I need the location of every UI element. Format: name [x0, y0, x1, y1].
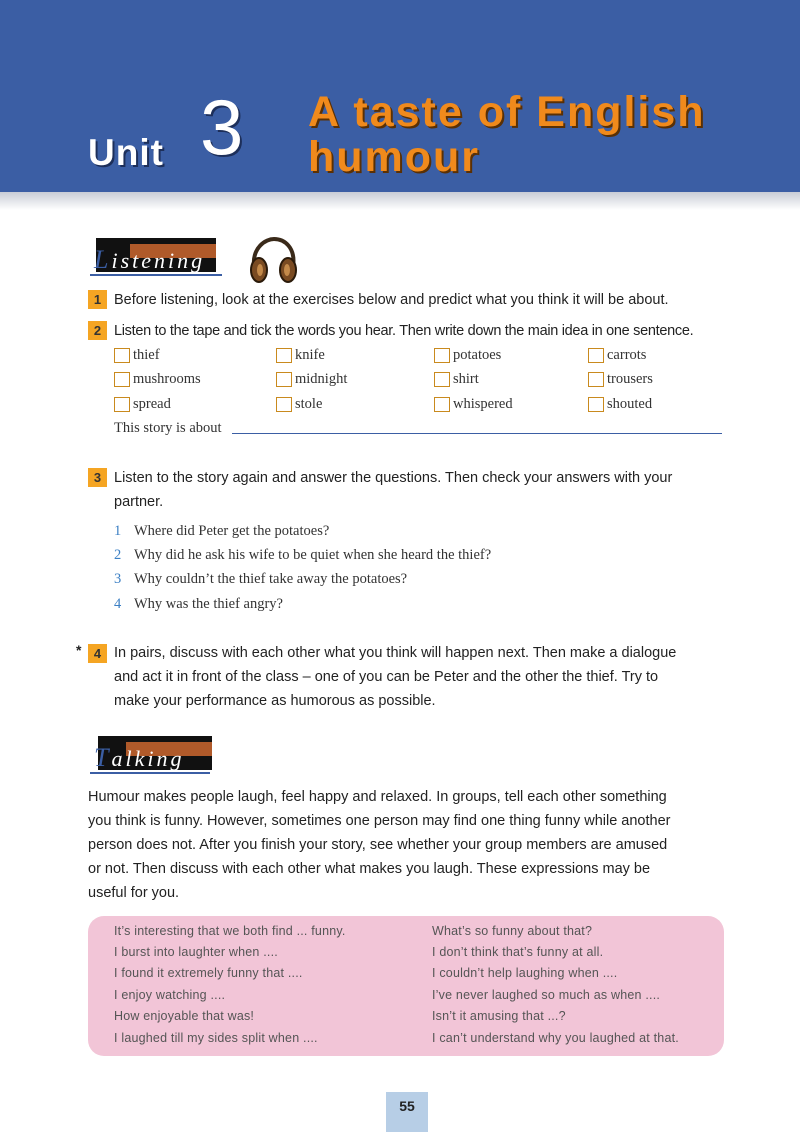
expression-right-1: What’s so funny about that? — [432, 924, 593, 938]
checkbox-potatoes[interactable] — [434, 348, 450, 363]
heading-initial: T — [94, 743, 112, 772]
checkbox-shouted[interactable] — [588, 397, 604, 412]
question-1 — [114, 523, 329, 540]
question-4 — [114, 596, 283, 613]
question-4-number: 4 — [114, 596, 122, 612]
word-mushrooms: mushrooms — [133, 371, 201, 387]
exercise-2-number: 2 — [88, 321, 107, 340]
exercise-4-text-line-3: make your performance as humorous as possible. — [114, 693, 436, 709]
optional-star: * — [76, 642, 82, 658]
word-whispered: whispered — [453, 396, 513, 412]
unit-title — [308, 90, 706, 180]
unit-label: Unit — [88, 132, 164, 173]
exercise-2-text: Listen to the tape and tick the words you hear. Then write down the main idea in one sentence. — [114, 323, 694, 339]
word-midnight: midnight — [295, 371, 348, 387]
exercise-4-text-line-1: In pairs, discuss with each other what you think will happen next. Then make a dialogue — [114, 645, 677, 661]
exercise-3-number: 3 — [88, 468, 107, 487]
checkbox-stole[interactable] — [276, 397, 292, 412]
word-knife: knife — [295, 347, 325, 363]
story-answer-line[interactable] — [232, 433, 722, 434]
word-shirt: shirt — [453, 371, 479, 387]
unit-title-line-2: humour — [308, 133, 481, 181]
expression-right-6: I can’t understand why you laughed at that. — [432, 1031, 679, 1045]
exercise-4-text-line-2: and act it in front of the class – one of you can be Peter and the other the thief. Try to — [114, 669, 659, 685]
unit-title-line-1: A taste of English — [308, 88, 706, 136]
exercise-4-number: 4 — [88, 644, 107, 663]
exercise-3-text-line-1: Listen to the story again and answer the questions. Then check your answers with your — [114, 470, 673, 486]
heading-initial: L — [94, 245, 112, 274]
word-thief: thief — [133, 347, 160, 363]
talking-heading — [90, 736, 230, 772]
checkbox-midnight[interactable] — [276, 372, 292, 387]
heading-rest: istening — [111, 248, 206, 273]
word-potatoes: potatoes — [453, 347, 502, 363]
question-3 — [114, 571, 407, 588]
expression-left-3: I found it extremely funny that .... — [114, 966, 303, 980]
page-number: 55 — [386, 1092, 428, 1132]
checkbox-spread[interactable] — [114, 397, 130, 412]
talking-paragraph-line-5: useful for you. — [88, 885, 180, 901]
talking-paragraph-line-1: Humour makes people laugh, feel happy and relaxed. In groups, tell each other something — [88, 789, 667, 805]
word-stole: stole — [295, 396, 323, 412]
word-shouted: shouted — [607, 396, 653, 412]
expression-right-2: I don’t think that’s funny at all. — [432, 945, 604, 959]
checkbox-mushrooms[interactable] — [114, 372, 130, 387]
question-4-text: Why was the thief angry? — [134, 596, 283, 612]
expression-left-1: It’s interesting that we both find ... funny. — [114, 924, 346, 938]
exercise-1-text: Before listening, look at the exercises below and predict what you think it will be about. — [114, 292, 669, 308]
word-trousers: trousers — [607, 371, 653, 387]
exercise-3-text-line-2: partner. — [114, 494, 164, 510]
heading-rest: alking — [111, 746, 185, 771]
expression-left-5: How enjoyable that was! — [114, 1009, 255, 1023]
listening-underline — [90, 274, 222, 276]
checkbox-whispered[interactable] — [434, 397, 450, 412]
checkbox-carrots[interactable] — [588, 348, 604, 363]
expression-left-4: I enjoy watching .... — [114, 988, 226, 1002]
expression-left-2: I burst into laughter when .... — [114, 945, 278, 959]
checkbox-trousers[interactable] — [588, 372, 604, 387]
question-1-text: Where did Peter get the potatoes? — [134, 523, 330, 539]
banner-shadow — [0, 192, 800, 210]
question-2-number: 2 — [114, 547, 122, 563]
unit-number: 3 — [200, 83, 244, 171]
expression-right-4: I’ve never laughed so much as when .... — [432, 988, 661, 1002]
expression-right-5: Isn’t it amusing that ...? — [432, 1009, 566, 1023]
listening-heading-text — [94, 245, 206, 274]
story-prompt: This story is about — [114, 420, 222, 436]
word-spread: spread — [133, 396, 171, 412]
expression-left-6: I laughed till my sides split when .... — [114, 1031, 318, 1045]
talking-heading-text — [94, 743, 185, 772]
checkbox-shirt[interactable] — [434, 372, 450, 387]
question-2 — [114, 547, 491, 564]
checkbox-knife[interactable] — [276, 348, 292, 363]
question-3-text: Why couldn’t the thief take away the potatoes? — [134, 571, 408, 587]
expression-right-3: I couldn’t help laughing when .... — [432, 966, 618, 980]
headphones-icon — [246, 237, 300, 285]
talking-paragraph-line-4: or not. Then discuss with each other what makes you laugh. These expressions may be — [88, 861, 651, 877]
checkbox-thief[interactable] — [114, 348, 130, 363]
talking-paragraph-line-2: you think is funny. However, sometimes one person may find one thing funny while another — [88, 813, 671, 829]
question-2-text: Why did he ask his wife to be quiet when she heard the thief? — [134, 547, 492, 563]
word-carrots: carrots — [607, 347, 647, 363]
exercise-1-number: 1 — [88, 290, 107, 309]
listening-heading — [90, 238, 240, 274]
talking-underline — [90, 772, 210, 774]
question-1-number: 1 — [114, 523, 122, 539]
talking-paragraph-line-3: person does not. After you finish your story, see whether your group members are amused — [88, 837, 668, 853]
question-3-number: 3 — [114, 571, 122, 587]
